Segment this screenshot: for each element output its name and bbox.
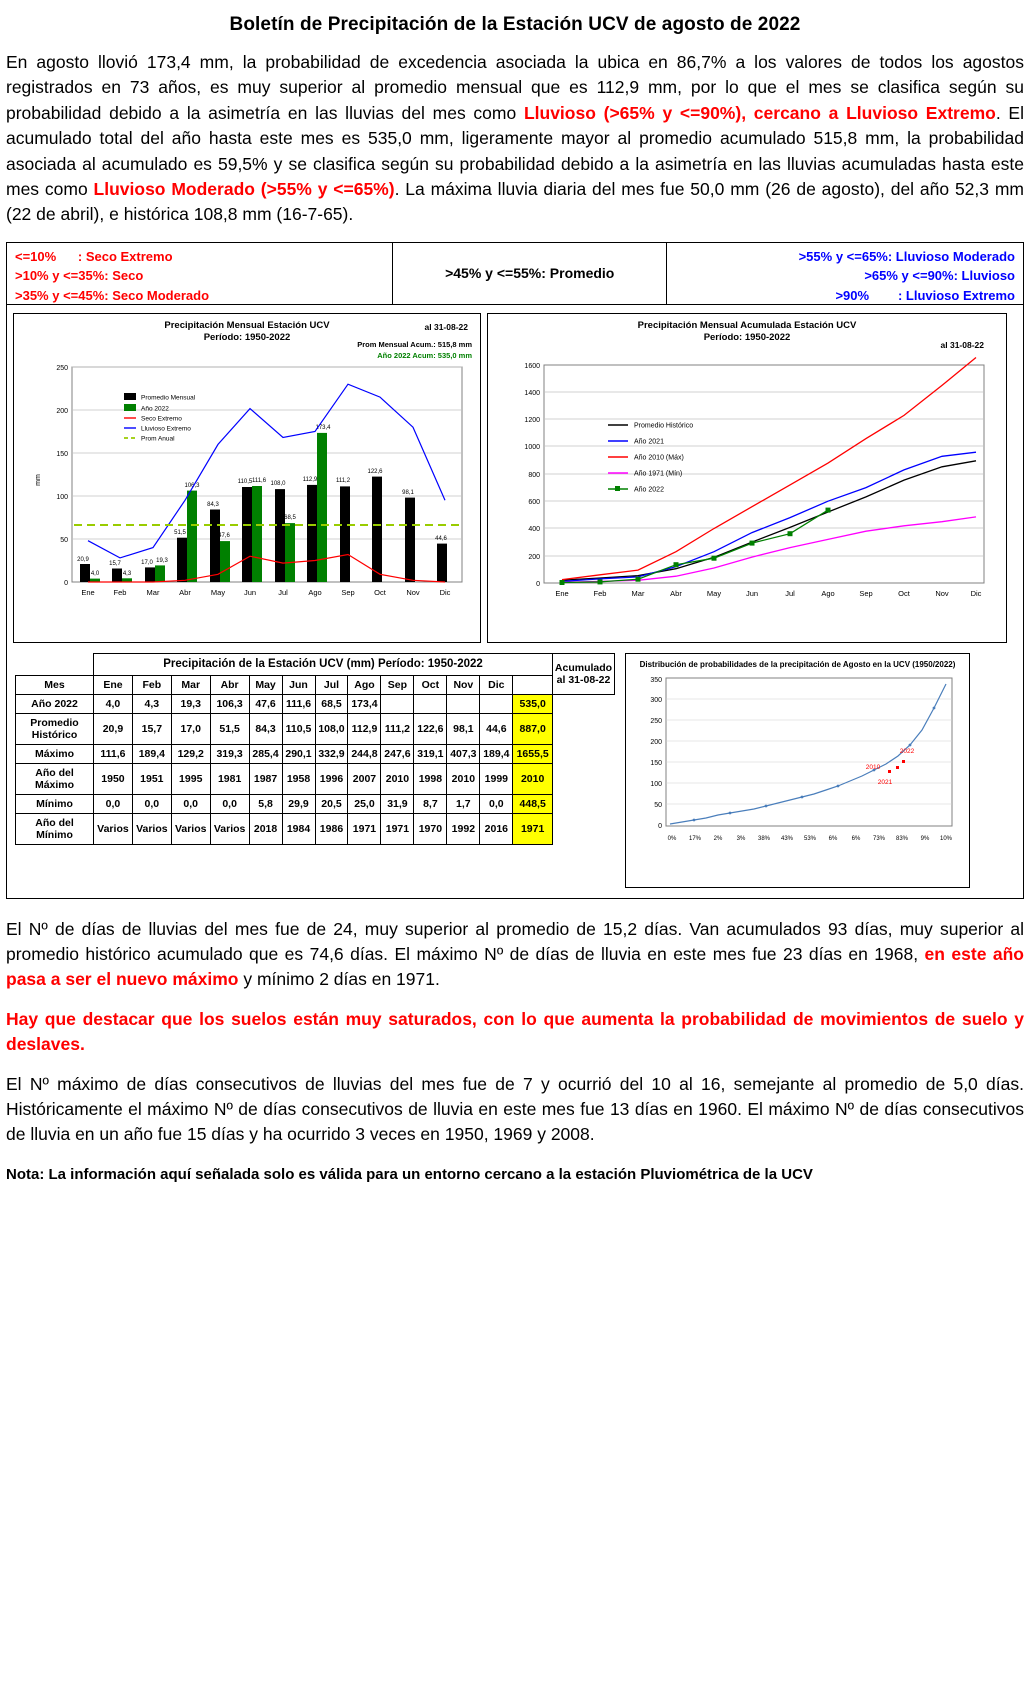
chart3-annotation-2021: 2021: [877, 779, 893, 787]
row-label: Año 2022: [16, 694, 94, 713]
svg-text:Feb: Feb: [113, 588, 127, 598]
svg-text:122,6: 122,6: [367, 469, 383, 476]
table-acum-header: Acumulado al 31-08-22: [553, 653, 615, 694]
svg-text:600: 600: [528, 499, 540, 507]
svg-text:100: 100: [56, 494, 68, 502]
charts-row: [7, 305, 1023, 647]
svg-text:100: 100: [650, 781, 662, 789]
svg-text:111,2: 111,2: [335, 478, 351, 485]
table-row: Año del Máximo 1950 1951 1995 1981 1987 1958 1996 2007 2010 1998 2010 1999 2010: [16, 764, 615, 795]
p1-part-b: . El acumulado total del año hasta este mes es 535,0 mm, ligeramente mayor al promedio acumulado 515,8 mm, la probabilidad asociada al acumulado es 59,5% y se clasifica según su probabilidad debido a la asimetría en las lluvias acumuladas hasta este mes como: [6, 102, 1024, 199]
row-acum: 535,0: [513, 694, 553, 713]
svg-text:20,9: 20,9: [77, 557, 89, 564]
row-acum: 887,0: [513, 713, 553, 744]
svg-text:53%: 53%: [803, 836, 817, 843]
chart1-annotation-1: Prom Mensual Acum.: 515,8 mm: [357, 339, 472, 349]
svg-text:19,3: 19,3: [156, 558, 168, 565]
p1-highlight-2: Lluvioso Moderado (>55% y <=65%): [93, 178, 395, 199]
svg-text:Oct: Oct: [898, 589, 910, 599]
classification-legend: [7, 243, 1023, 305]
svg-text:68,5: 68,5: [284, 515, 296, 522]
svg-text:Nov: Nov: [406, 588, 420, 598]
svg-text:150: 150: [650, 760, 662, 768]
svg-text:Sep: Sep: [341, 588, 355, 598]
paragraph-4: El Nº máximo de días consecutivos de lluvias del mes fue de 7 y ocurrió del 10 al 16, semejante al promedio de 5,0 días. Históricamente el máximo Nº de días consecutivos de lluvia en este mes fue 13 días en 1960. El máximo Nº de días consecutivos de lluvia en un año fue 15 días y ha ocurrido 3 veces en 1950, 1969 y 2008.: [6, 1073, 1024, 1145]
svg-text:108,0: 108,0: [270, 481, 286, 488]
svg-text:Promedio Mensual: Promedio Mensual: [141, 394, 196, 402]
svg-text:6%: 6%: [851, 836, 861, 843]
svg-text:250: 250: [650, 718, 662, 726]
chart3-title: Distribución de probabilidades de la precipitación de Agosto en la UCV (1950/2022): [639, 659, 956, 669]
svg-text:51,5: 51,5: [174, 530, 186, 537]
svg-text:200: 200: [650, 739, 662, 747]
chart2-subtitle: Período: 1950-2022: [703, 332, 791, 344]
svg-text:43%: 43%: [780, 836, 794, 843]
svg-text:173,4: 173,4: [315, 425, 331, 432]
col-header-dic: Dic: [480, 675, 513, 694]
svg-text:Dic: Dic: [439, 588, 451, 598]
svg-text:mm: mm: [35, 474, 42, 487]
svg-text:2%: 2%: [713, 836, 723, 843]
svg-text:800: 800: [528, 472, 540, 480]
svg-text:9%: 9%: [920, 836, 930, 843]
svg-text:17,0: 17,0: [141, 560, 153, 567]
chart3-annotation-2010: 2010: [865, 764, 881, 772]
col-header-may: May: [249, 675, 282, 694]
col-header-mar: Mar: [171, 675, 210, 694]
chart2-plot: [488, 345, 1006, 617]
svg-text:Seco Extremo: Seco Extremo: [141, 415, 182, 423]
svg-text:Jun: Jun: [243, 588, 257, 598]
legend-average-column: >45% y <=55%: Promedio: [393, 243, 667, 304]
col-header-nov: Nov: [447, 675, 480, 694]
legend-dry-column: [7, 243, 393, 304]
svg-text:Ago: Ago: [308, 588, 322, 598]
svg-text:10%: 10%: [939, 836, 953, 843]
paragraph-2: [6, 917, 1024, 993]
table-header-row-2: [16, 675, 615, 694]
row-acum: 1655,5: [513, 745, 553, 764]
chart3-plot: [626, 670, 969, 862]
chart1-stamp: al 31-08-22: [424, 321, 468, 332]
svg-text:Promedio Histórico: Promedio Histórico: [634, 422, 694, 430]
col-header-feb: Feb: [132, 675, 171, 694]
col-header-sep: Sep: [381, 675, 414, 694]
svg-text:0: 0: [536, 581, 540, 589]
precipitation-table: [15, 653, 615, 846]
svg-text:15,7: 15,7: [109, 561, 121, 568]
svg-text:Jul: Jul: [785, 589, 795, 599]
svg-text:Sep: Sep: [859, 589, 873, 599]
svg-text:4,0: 4,0: [90, 571, 100, 578]
col-header-abr: Abr: [210, 675, 249, 694]
paragraph-1: [6, 50, 1024, 228]
svg-text:38%: 38%: [757, 836, 771, 843]
row-label: Año del Máximo: [16, 764, 94, 795]
p2-part-a: El Nº de días de lluvias del mes fue de 24, muy superior al promedio de 15,2 días. Van acumulados 93 días, muy superior al promedio histórico acumulado que es 74,6 días. El máximo Nº de días de lluvia en este mes fue 23 días en 1968,: [6, 918, 1024, 964]
row-label: Mínimo: [16, 795, 94, 814]
svg-text:47,6: 47,6: [218, 533, 230, 540]
chart1-annotation-2: Año 2022 Acum: 535,0 mm: [377, 350, 472, 360]
accumulated-precipitation-chart: [487, 313, 1007, 643]
svg-text:200: 200: [528, 554, 540, 562]
legend-wet-line-1: >55% y <=65%: Lluvioso Moderado: [798, 248, 1015, 264]
chart3-annotation-2022: 2022: [899, 748, 915, 756]
chart2-title: Precipitación Mensual Acumulada Estación UCV: [637, 319, 857, 331]
svg-text:1200: 1200: [524, 417, 540, 425]
svg-text:4,3: 4,3: [122, 571, 132, 578]
svg-text:110,5: 110,5: [237, 479, 253, 486]
chart1-subtitle: Período: 1950-2022: [203, 332, 291, 344]
svg-text:Prom Anual: Prom Anual: [141, 435, 175, 443]
svg-text:0%: 0%: [667, 836, 677, 843]
row-acum: 2010: [513, 764, 553, 795]
col-header-mes: Mes: [16, 675, 94, 694]
col-header-jun: Jun: [282, 675, 315, 694]
p2-part-b: y mínimo 2 días en 1971.: [238, 969, 440, 990]
svg-text:350: 350: [650, 677, 662, 685]
footer-note: Nota: La información aquí señalada solo es válida para un entorno cercano a la estación Pluviométrica de la UCV: [6, 1165, 813, 1183]
table-row: Año del Mínimo Varios Varios Varios Varios 2018 1984 1986 1971 1971 1970 1992 2016 1971: [16, 814, 615, 845]
page-title: Boletín de Precipitación de la Estación UCV de agosto de 2022: [229, 14, 801, 35]
svg-text:Feb: Feb: [593, 589, 607, 599]
svg-text:1000: 1000: [524, 444, 540, 452]
svg-text:Abr: Abr: [179, 588, 191, 598]
table-row: Promedio Histórico 20,9 15,7 17,0 51,5 84,3 110,5 108,0 112,9 111,2 122,6 98,1 44,6 887,0: [16, 713, 615, 744]
col-header-ene: Ene: [94, 675, 133, 694]
svg-text:50: 50: [60, 537, 68, 545]
svg-text:200: 200: [56, 408, 68, 416]
svg-text:Oct: Oct: [374, 588, 386, 598]
svg-text:Ene: Ene: [555, 589, 569, 599]
svg-text:Jul: Jul: [278, 588, 288, 598]
svg-text:6%: 6%: [828, 836, 838, 843]
col-header-jul: Jul: [315, 675, 348, 694]
svg-text:May: May: [706, 589, 722, 599]
svg-text:Año 2022: Año 2022: [634, 486, 664, 494]
svg-text:250: 250: [56, 365, 68, 373]
svg-text:150: 150: [56, 451, 68, 459]
probability-distribution-chart: [625, 653, 970, 888]
table-title: Precipitación de la Estación UCV (mm) Período: 1950-2022: [94, 653, 553, 675]
legend-dry-line-1: <=10% : Seco Extremo: [15, 248, 173, 264]
p1-part-a: En agosto llovió 173,4 mm, la probabilidad de excedencia asociada la ubica en 86,7% a los valores de todos los agostos registrados en 73 años, es muy superior al promedio mensual que es 112,9 mm, por lo que el mes se clasifica según su probabilidad debido a la asimetría en las lluvias del mes como: [6, 52, 1024, 123]
svg-text:400: 400: [528, 526, 540, 534]
svg-text:106,3: 106,3: [184, 483, 200, 490]
row-label: Máximo: [16, 745, 94, 764]
svg-text:Año 2010 (Máx): Año 2010 (Máx): [634, 454, 684, 462]
row-acum: 448,5: [513, 795, 553, 814]
svg-text:1400: 1400: [524, 390, 540, 398]
table-header-row-1: [16, 653, 615, 675]
svg-text:0: 0: [64, 580, 68, 588]
svg-text:1600: 1600: [524, 363, 540, 371]
svg-text:44,6: 44,6: [435, 536, 447, 543]
legend-wet-line-3: >90% : Lluvioso Extremo: [806, 287, 1015, 303]
svg-text:3%: 3%: [736, 836, 746, 843]
chart1-plot: [14, 345, 480, 617]
p1-part-c: . La máxima lluvia diaria del mes fue 50,0 mm (26 de agosto), del año 52,3 mm (22 de abril), e histórica 108,8 mm (16-7-65).: [6, 178, 1025, 225]
svg-text:Lluvioso Extremo: Lluvioso Extremo: [141, 425, 191, 433]
svg-text:Año 2021: Año 2021: [634, 438, 664, 446]
svg-text:50: 50: [654, 802, 662, 810]
bottom-row: [7, 647, 1023, 898]
svg-text:Nov: Nov: [935, 589, 949, 599]
legend-wet-line-2: >65% y <=90%: Lluvioso: [864, 268, 1015, 284]
legend-dry-line-2: >10% y <=35%: Seco: [15, 268, 144, 284]
col-header-ago: Ago: [348, 675, 381, 694]
svg-text:Ago: Ago: [821, 589, 835, 599]
svg-text:0: 0: [658, 823, 662, 831]
legend-wet-column: [667, 243, 1023, 304]
svg-text:Dic: Dic: [970, 589, 982, 599]
svg-text:111,6: 111,6: [251, 478, 267, 485]
chart2-stamp: al 31-08-22: [940, 339, 984, 350]
svg-text:73%: 73%: [872, 836, 886, 843]
table-row: Máximo 111,6 189,4 129,2 319,3 285,4 290,1 332,9 244,8 247,6 319,1 407,3 189,4 1655,5: [16, 745, 615, 764]
svg-text:300: 300: [650, 697, 662, 705]
p1-highlight-1: Lluvioso (>65% y <=90%), cercano a Lluvioso Extremo: [523, 102, 996, 123]
svg-text:83%: 83%: [895, 836, 909, 843]
col-header-oct: Oct: [414, 675, 447, 694]
svg-text:98,1: 98,1: [402, 490, 414, 497]
svg-text:17%: 17%: [688, 836, 702, 843]
row-label: Promedio Histórico: [16, 713, 94, 744]
row-label: Año del Mínimo: [16, 814, 94, 845]
svg-text:84,3: 84,3: [207, 502, 219, 509]
chart1-title: Precipitación Mensual Estación UCV: [164, 319, 330, 331]
monthly-precipitation-chart: [13, 313, 481, 643]
svg-text:Año 2022: Año 2022: [141, 405, 169, 413]
table-row: Mínimo 0,0 0,0 0,0 0,0 5,8 29,9 20,5 25,0 31,9 8,7 1,7 0,0 448,5: [16, 795, 615, 814]
svg-text:Abr: Abr: [670, 589, 682, 599]
svg-text:Jun: Jun: [745, 589, 759, 599]
paragraph-3-warning: Hay que destacar que los suelos están muy saturados, con lo que aumenta la probabilidad de movimientos de suelo y deslaves.: [6, 1008, 1024, 1055]
p2-highlight: en este año pasa a ser el nuevo máximo: [6, 944, 1024, 990]
table-row: Año 2022 4,0 4,3 19,3 106,3 47,6 111,6 68,5 173,4 535,0: [16, 694, 615, 713]
figure-block: [6, 242, 1024, 899]
legend-dry-line-3: >35% y <=45%: Seco Moderado: [15, 287, 210, 303]
svg-text:Mar: Mar: [631, 589, 645, 599]
svg-text:Ene: Ene: [81, 588, 95, 598]
svg-text:May: May: [210, 588, 226, 598]
row-acum: 1971: [513, 814, 553, 845]
svg-text:112,9: 112,9: [302, 477, 318, 484]
svg-text:Mar: Mar: [146, 588, 160, 598]
svg-text:Año 1971 (Mín): Año 1971 (Mín): [634, 470, 683, 478]
